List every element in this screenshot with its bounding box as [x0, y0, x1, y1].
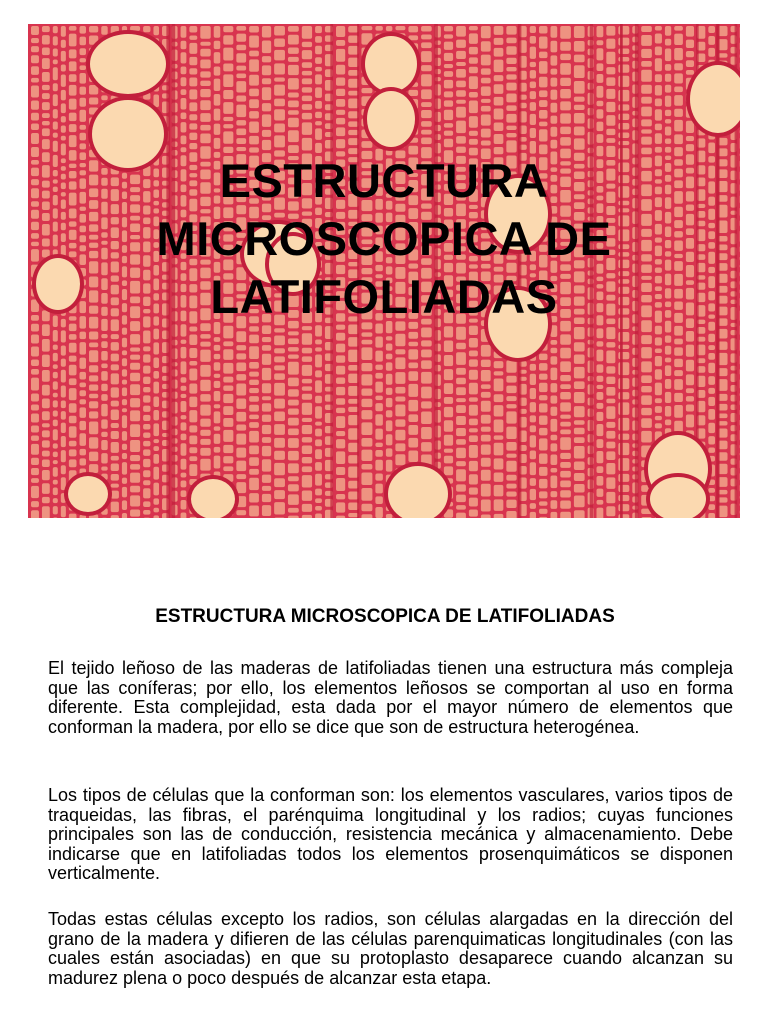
paragraph-2: Los tipos de células que la conforman son: los elementos vasculares, varios tipos de traqueidas, las fibras, el parénquima longitudinal y los radios; cuyas funciones principales son las de conducción, resistencia mecánica y almacenamiento. Debe indicarse que en latifoliadas todos los elementos prosenquimáticos se disponen verticalmente. — [48, 785, 733, 883]
cover-title — [28, 152, 740, 326]
cover-title-line-3: LATIFOLIADAS — [210, 270, 558, 323]
paragraph-1: El tejido leñoso de las maderas de latifoliadas tienen una estructura más compleja que las coníferas; por ello, los elementos leñosos se comportan al uso en forma diferente. Esta complejidad, esta dada por el mayor número de elementos que conforman la madera, por ello se dice que son de estructura heterogénea. — [48, 658, 733, 737]
cover-title-line-1: ESTRUCTURA — [219, 154, 549, 207]
paragraph-3: Todas estas células excepto los radios, son células alargadas en la dirección del grano de la madera y difieren de las células parenquimaticas longitudinales (con las cuales están asociadas) en que su protoplasto desaparece cuando alcanzan su madurez plena o poco después de alcanzar esta etapa. — [48, 909, 733, 988]
cover-title-line-2: MICROSCOPICA DE — [156, 212, 612, 265]
cover-micrograph — [28, 24, 740, 518]
document-heading: ESTRUCTURA MICROSCOPICA DE LATIFOLIADAS — [155, 606, 615, 627]
